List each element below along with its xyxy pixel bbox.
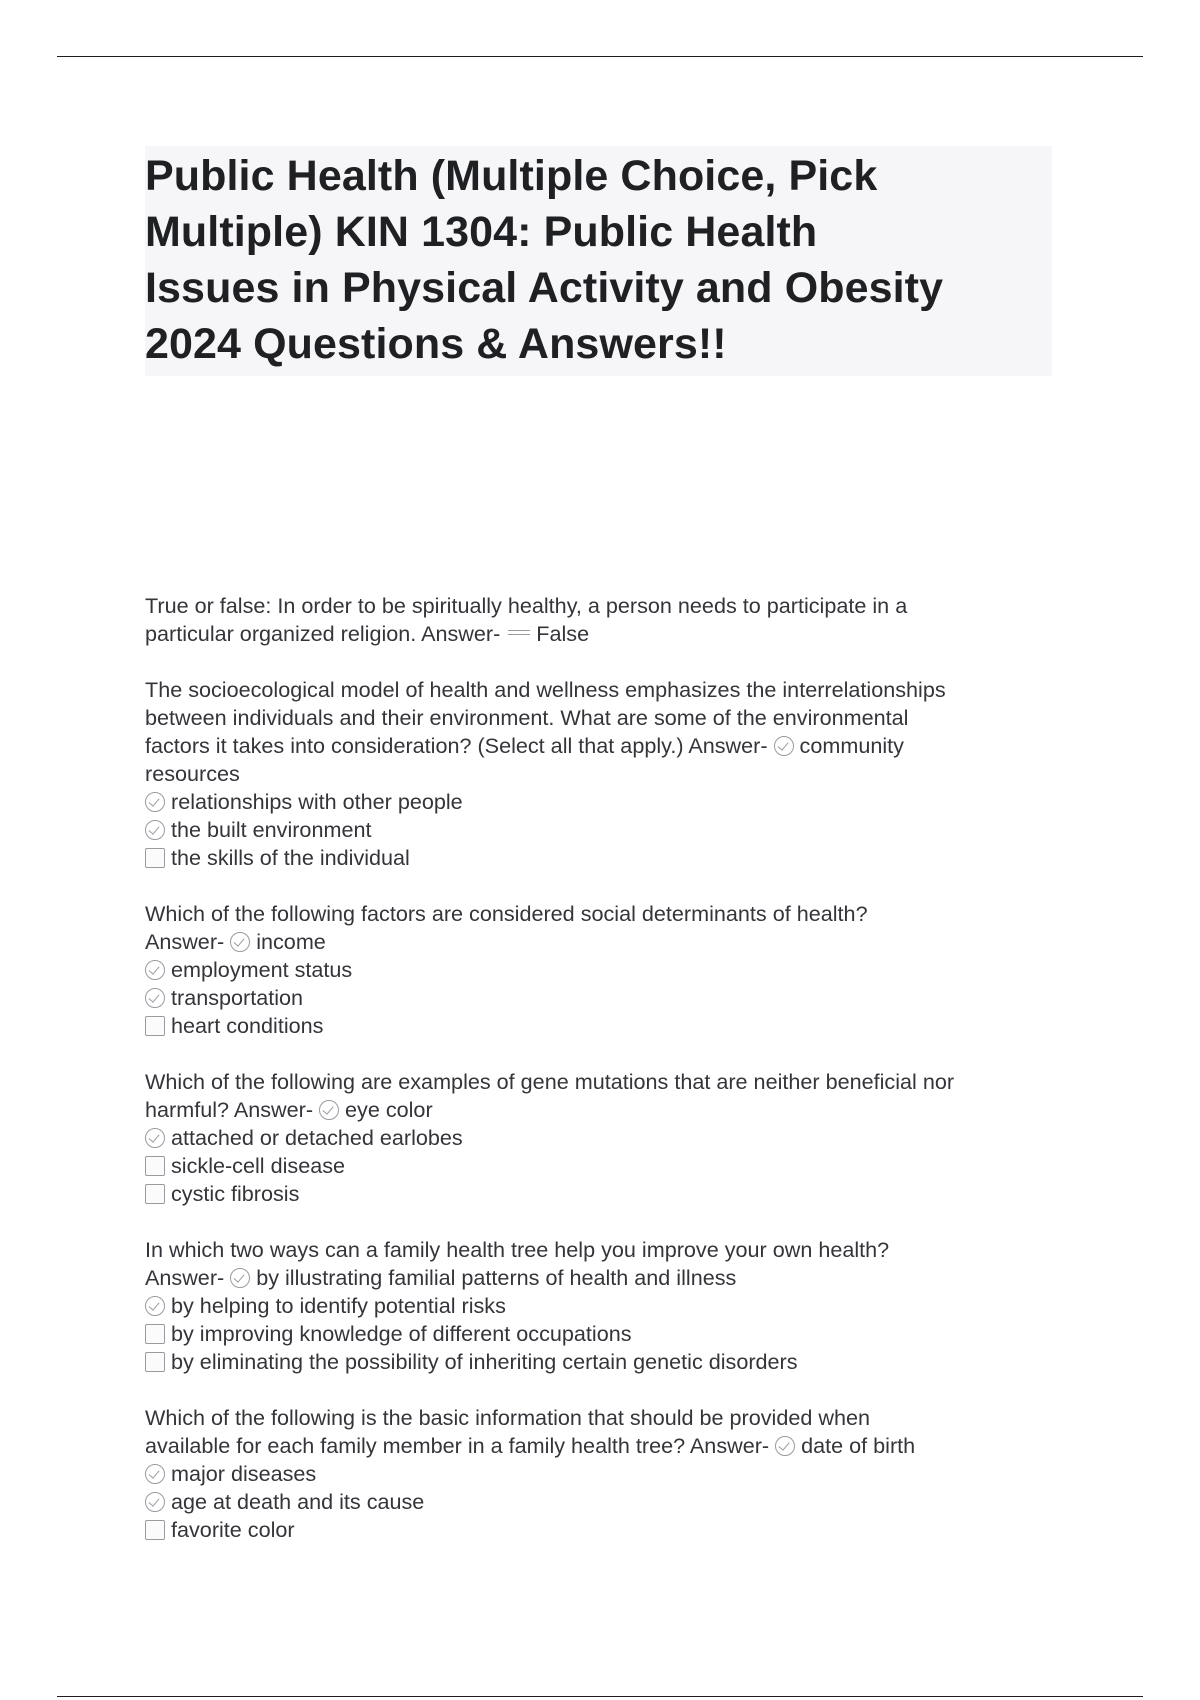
question-text-last (145, 732, 1065, 760)
answer-option (145, 1012, 1065, 1040)
check-icon (774, 736, 794, 756)
title-box (145, 146, 1052, 376)
option-text: transportation (171, 985, 304, 1010)
answer-prefix: Answer- (145, 1265, 225, 1290)
check-icon (230, 1268, 250, 1288)
answer-text: eye color (345, 1097, 433, 1122)
answer-text: community (799, 733, 904, 758)
option-text: attached or detached earlobes (171, 1125, 463, 1150)
answer-option (145, 1516, 1065, 1544)
check-icon (145, 1464, 165, 1484)
answer-text: False (536, 621, 590, 646)
option-text: favorite color (171, 1517, 295, 1542)
checkbox-empty-icon (145, 1156, 165, 1176)
answer-text: date of birth (801, 1433, 916, 1458)
answer-option (145, 1292, 1065, 1320)
question-text: True or false: In order to be spiritually healthy, a person needs to participate in a (145, 593, 908, 618)
answer-option (145, 956, 1065, 984)
question-block (145, 1404, 1065, 1544)
option-text: cystic fibrosis (171, 1181, 300, 1206)
checkbox-empty-icon (145, 1016, 165, 1036)
equals-icon (508, 628, 530, 638)
question-text: The socioecological model of health and wellness emphasizes the interrelationships (145, 677, 946, 702)
questions-list (145, 592, 1065, 1572)
option-text: the built environment (171, 817, 372, 842)
answer-option (145, 1320, 1065, 1348)
check-icon (145, 792, 165, 812)
check-icon (319, 1100, 339, 1120)
option-text: heart conditions (171, 1013, 324, 1038)
answer-prefix: available for each family member in a family health tree? Answer- (145, 1433, 770, 1458)
bottom-rule (57, 1696, 1143, 1697)
answer-option (145, 1124, 1065, 1152)
question-block (145, 1236, 1065, 1376)
option-text: employment status (171, 957, 353, 982)
title-line: Public Health (Multiple Choice, Pick (145, 152, 878, 200)
option-text: the skills of the individual (171, 845, 410, 870)
answer-text: income (256, 929, 326, 954)
answer-option (145, 1152, 1065, 1180)
check-icon (230, 932, 250, 952)
check-icon (145, 960, 165, 980)
answer-option (145, 1488, 1065, 1516)
question-text: Which of the following are examples of gene mutations that are neither beneficial nor (145, 1069, 955, 1094)
question-text: Which of the following is the basic information that should be provided when (145, 1405, 871, 1430)
option-text: by improving knowledge of different occupations (171, 1321, 632, 1346)
question-text: Which of the following factors are considered social determinants of health? (145, 901, 868, 926)
question-text: between individuals and their environment. What are some of the environmental (145, 705, 909, 730)
option-text: major diseases (171, 1461, 317, 1486)
question-text-last (145, 1432, 1065, 1460)
option-text: by helping to identify potential risks (171, 1293, 506, 1318)
check-icon (145, 820, 165, 840)
question-block (145, 1068, 1065, 1208)
document-title (145, 148, 1052, 372)
check-icon (145, 1492, 165, 1512)
answer-text: by illustrating familial patterns of health and illness (256, 1265, 737, 1290)
question-block (145, 900, 1065, 1040)
answer-continuation: resources (145, 761, 240, 786)
checkbox-empty-icon (145, 1324, 165, 1344)
check-icon (775, 1436, 795, 1456)
answer-prefix: factors it takes into consideration? (Select all that apply.) Answer- (145, 733, 768, 758)
check-icon (145, 1296, 165, 1316)
checkbox-empty-icon (145, 1184, 165, 1204)
question-block (145, 676, 1065, 872)
check-icon (145, 1128, 165, 1148)
question-text-last (145, 928, 1065, 956)
answer-option (145, 1460, 1065, 1488)
title-line: 2024 Questions & Answers!! (145, 320, 727, 368)
answer-option (145, 1180, 1065, 1208)
question-text-last (145, 1096, 1065, 1124)
top-rule (57, 56, 1143, 57)
check-icon (145, 988, 165, 1008)
question-text-last (145, 620, 1065, 648)
option-text: sickle-cell disease (171, 1153, 346, 1178)
checkbox-empty-icon (145, 1352, 165, 1372)
answer-option (145, 844, 1065, 872)
option-text: age at death and its cause (171, 1489, 425, 1514)
question-text-last (145, 1264, 1065, 1292)
question-text: In which two ways can a family health tree help you improve your own health? (145, 1237, 890, 1262)
checkbox-empty-icon (145, 1520, 165, 1540)
answer-prefix: harmful? Answer- (145, 1097, 314, 1122)
answer-prefix: particular organized religion. Answer- (145, 621, 501, 646)
checkbox-empty-icon (145, 848, 165, 868)
answer-option (145, 788, 1065, 816)
answer-prefix: Answer- (145, 929, 225, 954)
option-text: by eliminating the possibility of inheriting certain genetic disorders (171, 1349, 798, 1374)
title-line: Issues in Physical Activity and Obesity (145, 264, 944, 312)
option-text: relationships with other people (171, 789, 463, 814)
question-block (145, 592, 1065, 648)
answer-option (145, 984, 1065, 1012)
answer-option (145, 1348, 1065, 1376)
title-line: Multiple) KIN 1304: Public Health (145, 208, 818, 256)
answer-option (145, 816, 1065, 844)
